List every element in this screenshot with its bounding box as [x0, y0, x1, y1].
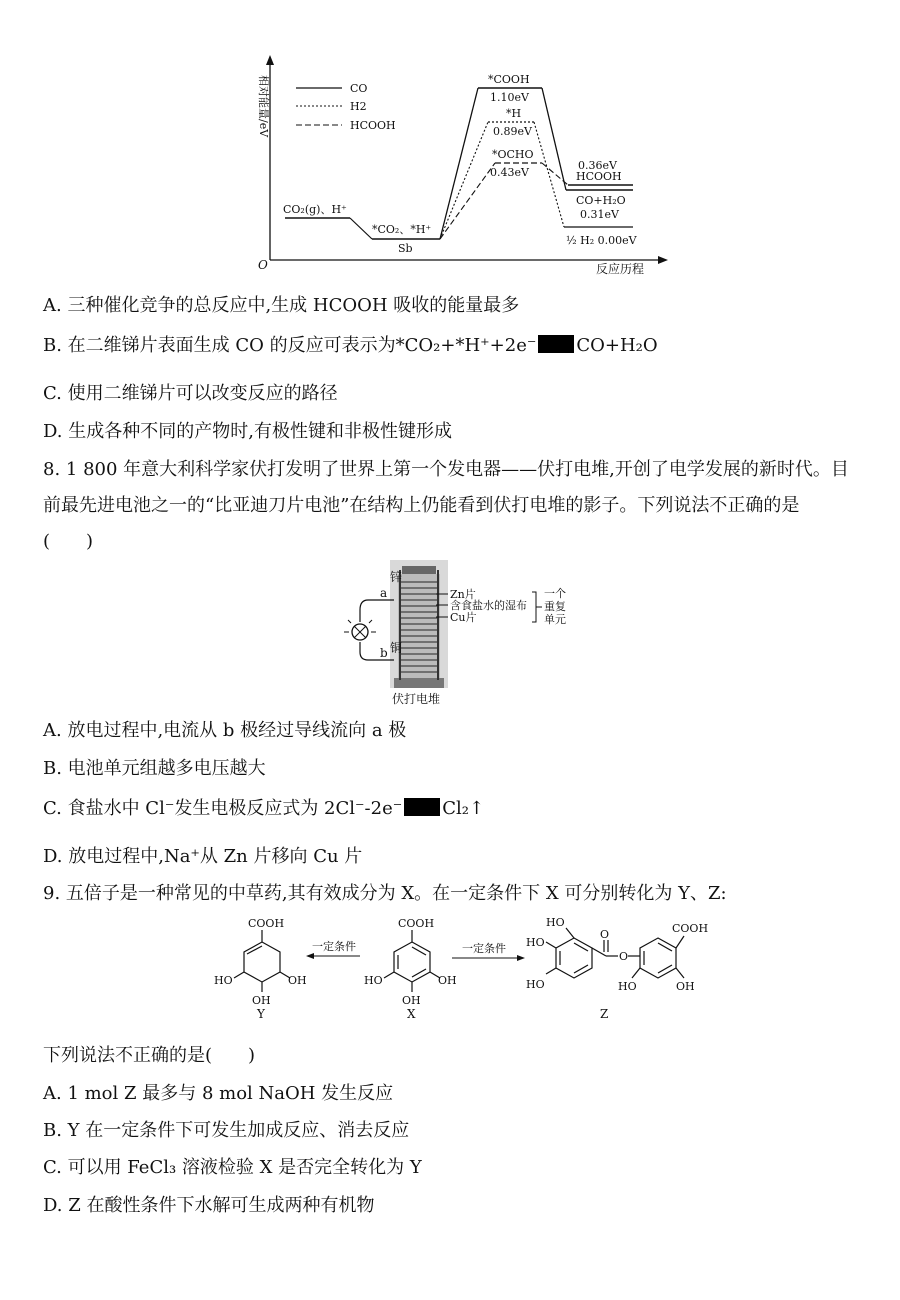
q7-option-b-text: B. 在二维锑片表面生成 CO 的反应可表示为	[43, 335, 396, 356]
catalyst-label: Sb	[398, 242, 413, 255]
redacted-block	[404, 798, 440, 816]
q9-option-a: A. 1 mol Z 最多与 8 mol NaOH 发生反应	[43, 1083, 394, 1104]
y-axis-label: 相对能量/eV	[257, 75, 270, 138]
legend-hcooh: HCOOH	[350, 119, 396, 132]
label-x: X	[407, 1007, 416, 1021]
q8-option-c-text: C. 食盐水中 Cl⁻发生电极反应式为 2Cl⁻-2e⁻	[43, 798, 403, 819]
product-hcooh-label: HCOOH	[576, 170, 622, 183]
q8-option-d: D. 放电过程中,Na⁺从 Zn 片移向 Cu 片	[43, 846, 363, 867]
q9-question: 下列说法不正确的是( )	[43, 1045, 256, 1066]
structure-scheme	[200, 912, 720, 1024]
cu-plate-label: Cu片	[450, 611, 477, 624]
ts-ocho-label: *OCHO	[492, 148, 534, 161]
product-co-energy: 0.31eV	[580, 208, 619, 221]
q9-option-d: D. Z 在酸性条件下水解可生成两种有机物	[43, 1195, 375, 1216]
zn-plate-label: Zn片	[450, 588, 476, 601]
electrode-zinc-label: 锌	[390, 570, 403, 584]
product-h2-label: ½ H₂ 0.00eV	[566, 234, 637, 247]
z-cooh: COOH	[672, 922, 709, 935]
ts-cooh-label: *COOH	[488, 73, 530, 86]
q9-option-b: B. Y 在一定条件下可发生加成反应、消去反应	[43, 1120, 410, 1141]
x-ho: HO	[364, 974, 383, 987]
z-ho-top: HO	[546, 916, 565, 929]
label-y: Y	[257, 1007, 265, 1021]
ts-h-label: *H	[506, 107, 522, 120]
wet-cloth-label: 含食盐水的湿布	[450, 599, 527, 612]
q8-stem: 8. 1 800 年意大利科学家伏打发明了世界上第一个发电器——伏打电堆,开创了电学发展的新时代。目前最先进电池之一的“比亚迪刀片电池”在结构上仍能看到伏打电堆的影子。下列说法不正确的是 ( )	[43, 459, 849, 552]
x-cooh: COOH	[398, 917, 435, 930]
voltaic-pile-figure	[340, 560, 590, 708]
q7-option-a: A. 三种催化竞争的总反应中,生成 HCOOH 吸收的能量最多	[43, 295, 520, 316]
electrode-a-label: a	[380, 586, 388, 600]
q7-option-d: D. 生成各种不同的产物时,有极性键和非极性键形成	[43, 421, 452, 442]
q8-option-c-product: Cl₂↑	[442, 798, 485, 819]
z-ho-lower: HO	[618, 980, 637, 993]
q9-option-c: C. 可以用 FeCl₃ 溶液检验 X 是否完全转化为 Y	[43, 1157, 422, 1178]
q7-option-b-product: CO+H₂O	[576, 335, 658, 356]
electrode-b-label: b	[380, 646, 388, 660]
x-oh-bottom: OH	[402, 994, 421, 1007]
q8-option-c	[43, 797, 484, 821]
redacted-block	[538, 335, 574, 353]
z-carbonyl-o: O	[600, 928, 610, 941]
x-oh-right: OH	[438, 974, 457, 987]
origin-label: O	[258, 258, 268, 272]
legend-h2: H2	[350, 100, 367, 113]
z-oh-lower: OH	[676, 980, 695, 993]
ts-ocho-energy: 0.43eV	[490, 166, 529, 179]
ts-h-energy: 0.89eV	[493, 125, 532, 138]
z-ho-bottom: HO	[526, 978, 545, 991]
q7-option-c: C. 使用二维锑片可以改变反应的路径	[43, 383, 338, 404]
label-z: Z	[600, 1007, 609, 1021]
product-co-label: CO+H₂O	[576, 194, 626, 207]
q8-option-b: B. 电池单元组越多电压越大	[43, 758, 266, 779]
q7-option-b-equation: *CO₂+*H⁺+2e⁻	[395, 335, 537, 356]
cond-z: 一定条件	[462, 942, 506, 955]
cond-y: 一定条件	[312, 940, 356, 953]
q9-stem: 9. 五倍子是一种常见的中草药,其有效成分为 X。在一定条件下 X 可分别转化为 Y、Z:	[43, 883, 727, 904]
ts-cooh-energy: 1.10eV	[490, 91, 529, 104]
y-ho: HO	[214, 974, 233, 987]
z-ho-mid: HO	[526, 936, 545, 949]
legend-co: CO	[350, 82, 368, 95]
energy-diagram	[250, 55, 670, 280]
electrode-copper-label: 铜	[390, 641, 403, 655]
z-ester-o: O	[619, 950, 629, 963]
start-label: CO₂(g)、H⁺	[283, 203, 347, 216]
ads-label: *CO₂、*H⁺	[372, 223, 432, 236]
q7-option-b	[43, 334, 658, 358]
repeat-unit-label: 一个重复单元	[544, 587, 566, 626]
y-cooh: COOH	[248, 917, 285, 930]
product-hcooh-energy: 0.36eV	[578, 159, 617, 172]
y-oh-bottom: OH	[252, 994, 271, 1007]
q8-option-a: A. 放电过程中,电流从 b 极经过导线流向 a 极	[43, 720, 407, 741]
figure-caption: 伏打电堆	[392, 692, 441, 706]
x-axis-label: 反应历程	[596, 262, 645, 276]
y-oh-right: OH	[288, 974, 307, 987]
